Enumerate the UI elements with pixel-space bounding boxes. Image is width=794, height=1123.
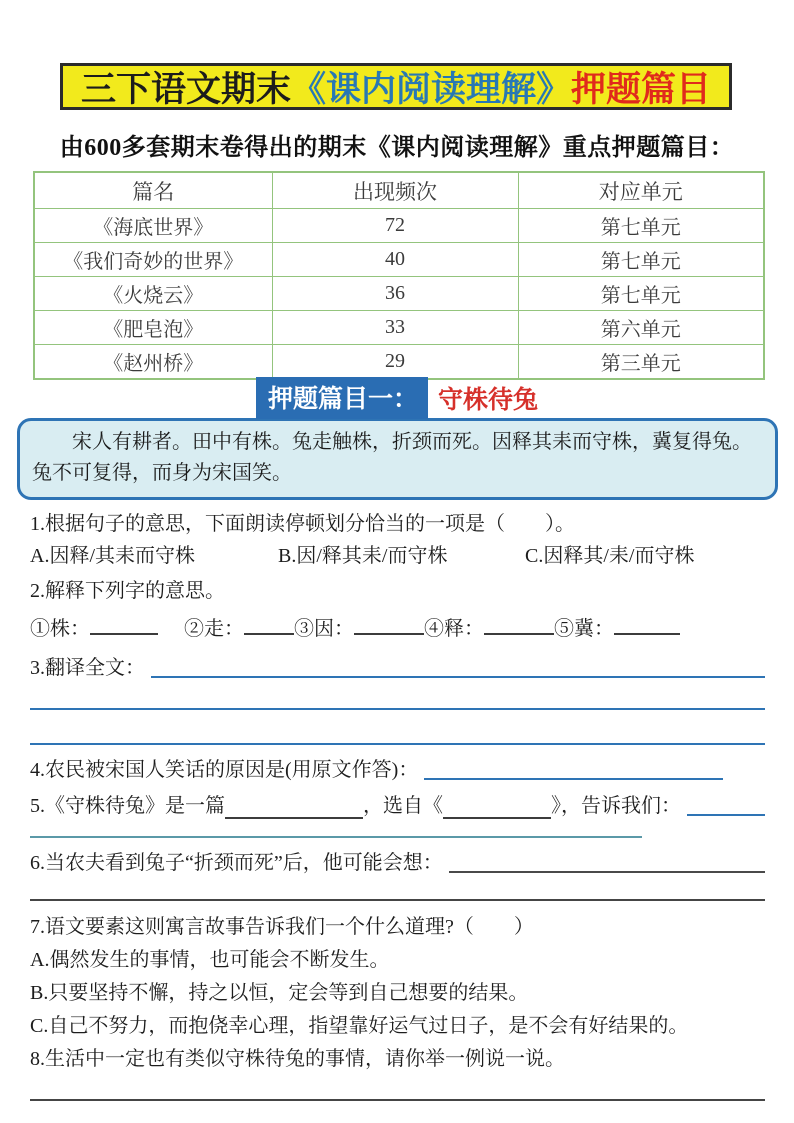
question-4 bbox=[30, 757, 765, 783]
question-3-text: 3.翻译全文： bbox=[30, 657, 145, 679]
question-2-blanks bbox=[30, 615, 765, 642]
cell-frequency: 33 bbox=[272, 311, 518, 345]
table-row bbox=[34, 243, 764, 277]
title-part-blue: 《课内阅读理解》 bbox=[290, 69, 571, 109]
cell-unit: 第六单元 bbox=[518, 311, 764, 345]
question-5-part-c: 》，告诉我们： bbox=[551, 795, 681, 817]
question-1: 1.根据句子的意思，下面朗读停顿划分恰当的一项是（ ）。 bbox=[30, 513, 575, 535]
answer-line[interactable] bbox=[151, 676, 765, 678]
blank-label-3: ③因： bbox=[294, 618, 354, 640]
question-6-text: 6.当农夫看到兔子“折颈而死”后，他可能会想： bbox=[30, 852, 443, 874]
option-b: B.因/释其耒/而守株 bbox=[278, 545, 448, 567]
blank-label-5: ⑤冀： bbox=[554, 618, 614, 640]
cell-title: 《火烧云》 bbox=[34, 277, 272, 311]
table-row bbox=[34, 345, 764, 380]
answer-line[interactable] bbox=[687, 814, 765, 816]
page-title-banner bbox=[60, 63, 732, 110]
passage-box bbox=[17, 418, 778, 500]
answer-blank[interactable] bbox=[443, 799, 551, 819]
section-header bbox=[0, 381, 794, 414]
cell-title: 《赵州桥》 bbox=[34, 345, 272, 380]
cell-title: 《肥皂泡》 bbox=[34, 311, 272, 345]
frequency-table bbox=[33, 171, 765, 380]
option-c: C.因释其/耒/而守株 bbox=[525, 545, 695, 567]
answer-line[interactable] bbox=[30, 899, 765, 901]
cell-unit: 第七单元 bbox=[518, 209, 764, 243]
question-3 bbox=[30, 655, 765, 681]
blank-label-4: ④释： bbox=[424, 618, 484, 640]
table-header-row bbox=[34, 172, 764, 209]
option-a: A.因释/其耒而守株 bbox=[30, 545, 195, 567]
answer-line[interactable] bbox=[449, 871, 765, 873]
cell-frequency: 72 bbox=[272, 209, 518, 243]
col-header-unit: 对应单元 bbox=[518, 172, 764, 209]
question-7: 7.语文要素这则寓言故事告诉我们一个什么道理?（ ） bbox=[30, 916, 534, 938]
cell-unit: 第七单元 bbox=[518, 243, 764, 277]
question-4-text: 4.农民被宋国人笑话的原因是(用原文作答)： bbox=[30, 759, 419, 781]
question-2: 2.解释下列字的意思。 bbox=[30, 580, 225, 602]
col-header-title: 篇名 bbox=[34, 172, 272, 209]
answer-blank[interactable] bbox=[90, 615, 158, 635]
cell-title: 《我们奇妙的世界》 bbox=[34, 243, 272, 277]
answer-line[interactable] bbox=[30, 708, 765, 710]
cell-unit: 第三单元 bbox=[518, 345, 764, 380]
question-5-part-b: ，选自《 bbox=[363, 795, 443, 817]
question-8: 8.生活中一定也有类似守株待兔的事情，请你举一例说一说。 bbox=[30, 1048, 565, 1070]
section-topic: 守株待兔 bbox=[438, 386, 539, 414]
answer-line[interactable] bbox=[30, 836, 642, 838]
blank-label-1: ①株： bbox=[30, 618, 90, 640]
cell-frequency: 40 bbox=[272, 243, 518, 277]
cell-title: 《海底世界》 bbox=[34, 209, 272, 243]
table-row bbox=[34, 277, 764, 311]
section-label: 押题篇目一： bbox=[256, 377, 428, 419]
cell-frequency: 29 bbox=[272, 345, 518, 380]
answer-blank[interactable] bbox=[484, 615, 554, 635]
answer-line[interactable] bbox=[424, 778, 723, 780]
title-part-red: 押题篇目 bbox=[571, 69, 712, 109]
passage-text: 宋人有耕者。田中有株。兔走触株，折颈而死。因释其耒而守株，冀复得兔。兔不可复得，而身为宋国笑。 bbox=[32, 431, 752, 484]
questions-area bbox=[0, 511, 794, 1123]
question-7-option-c: C.自己不努力，而抱侥幸心理，指望靠好运气过日子，是不会有好结果的。 bbox=[30, 1015, 689, 1037]
table-row bbox=[34, 311, 764, 345]
cell-frequency: 36 bbox=[272, 277, 518, 311]
cell-unit: 第七单元 bbox=[518, 277, 764, 311]
question-5-part-a: 5.《守株待兔》是一篇 bbox=[30, 795, 225, 817]
question-1-options bbox=[30, 543, 765, 569]
answer-blank[interactable] bbox=[354, 615, 424, 635]
question-7-option-b: B.只要坚持不懈，持之以恒，定会等到自己想要的结果。 bbox=[30, 982, 529, 1004]
col-header-frequency: 出现频次 bbox=[272, 172, 518, 209]
question-6 bbox=[30, 850, 765, 876]
answer-blank[interactable] bbox=[614, 615, 680, 635]
answer-blank[interactable] bbox=[244, 615, 294, 635]
blank-label-2: ②走： bbox=[184, 618, 244, 640]
table-row bbox=[34, 209, 764, 243]
answer-line[interactable] bbox=[30, 1099, 765, 1101]
answer-blank[interactable] bbox=[225, 799, 363, 819]
title-part-black: 三下语文期末 bbox=[80, 69, 291, 109]
question-7-option-a: A.偶然发生的事情，也可能会不断发生。 bbox=[30, 949, 390, 971]
answer-line[interactable] bbox=[30, 743, 765, 745]
subtitle: 由600多套期末卷得出的期末《课内阅读理解》重点押题篇目： bbox=[59, 135, 735, 161]
question-5 bbox=[30, 793, 765, 819]
